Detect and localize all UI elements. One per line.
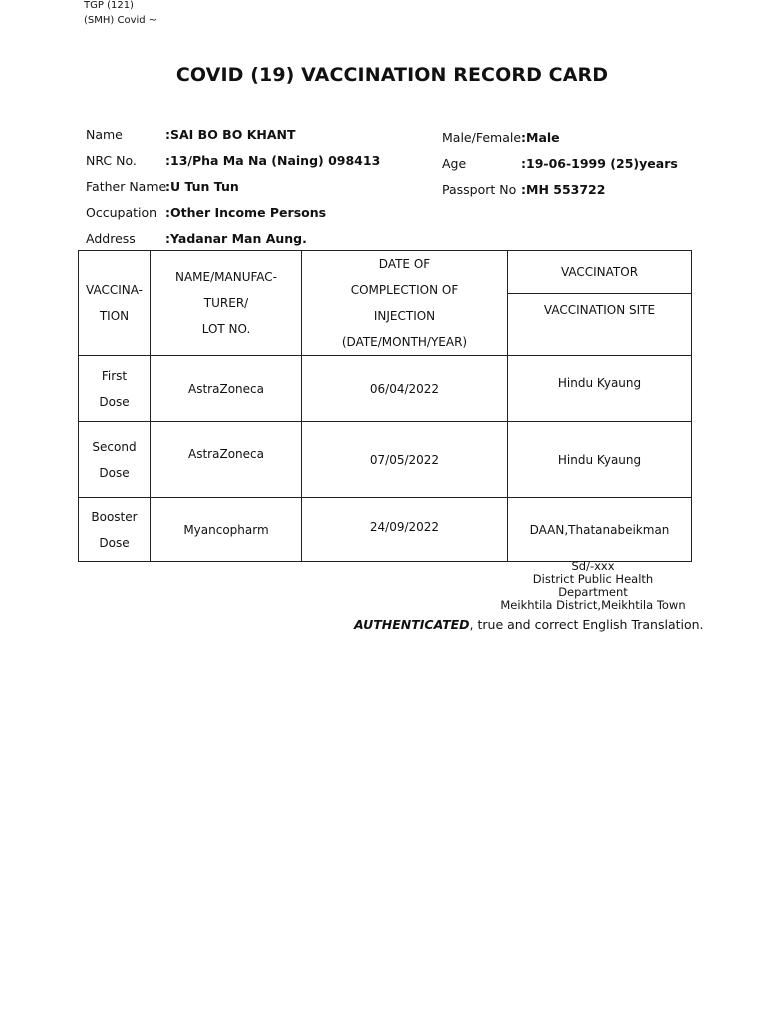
header-vaccination-line2: TION xyxy=(99,309,130,323)
header-vaccination-cell xyxy=(79,251,151,356)
page-title: COVID (19) VACCINATION RECORD CARD xyxy=(175,64,609,86)
dose-cell xyxy=(79,422,151,498)
dose-label-line2: Dose xyxy=(99,465,130,480)
header-vaccination-line1: VACCINA- xyxy=(86,283,143,297)
age-value: :19-06-1999 (25)years xyxy=(521,156,678,171)
passport-label: Passport No xyxy=(442,182,517,197)
dose-label-line1: Booster xyxy=(91,509,138,524)
header-vaccinator-cell xyxy=(508,251,692,356)
dose-label-line1: First xyxy=(101,368,128,383)
injection-date-cell: 24/09/2022 xyxy=(302,498,508,562)
nrc-value: :13/Pha Ma Na (Naing) 098413 xyxy=(165,153,381,168)
signature-office-line3: Meikhtila District,Meikhtila Town xyxy=(500,598,686,612)
father-name-label: Father Name xyxy=(86,179,167,194)
authentication-statement xyxy=(354,617,704,632)
header-vaccinator: VACCINATOR xyxy=(508,251,691,294)
vaccination-site-cell: DAAN,Thatanabeikman xyxy=(508,498,692,562)
header-name-line3: LOT NO. xyxy=(201,322,251,336)
table-row xyxy=(79,498,692,562)
header-name-cell xyxy=(151,251,302,356)
father-name-value: :U Tun Tun xyxy=(165,179,239,194)
name-value: :SAI BO BO KHANT xyxy=(165,127,296,142)
injection-date-cell: 06/04/2022 xyxy=(302,356,508,422)
injection-date-cell: 07/05/2022 xyxy=(302,422,508,498)
authenticated-word: AUTHENTICATED xyxy=(354,617,470,632)
vaccination-site-cell: Hindu Kyaung xyxy=(508,356,692,422)
signature-line: Sd/-xxx xyxy=(571,559,615,573)
table-row xyxy=(79,422,692,498)
nrc-label: NRC No. xyxy=(86,153,137,168)
dose-cell xyxy=(79,498,151,562)
passport-value: :MH 553722 xyxy=(521,182,606,197)
occupation-value: :Other Income Persons xyxy=(165,205,327,220)
header-date-line2: COMPLECTION OF xyxy=(350,283,459,297)
name-label: Name xyxy=(86,127,123,142)
dose-cell xyxy=(79,356,151,422)
address-value: :Yadanar Man Aung. xyxy=(165,231,307,246)
occupation-label: Occupation xyxy=(86,205,158,220)
header-date-line4: (DATE/MONTH/YEAR) xyxy=(341,335,468,349)
header-name-line1: NAME/MANUFAC- xyxy=(175,270,277,284)
vaccine-name-cell: AstraZoneca xyxy=(151,356,302,422)
header-vaccination-site: VACCINATION SITE xyxy=(543,303,656,317)
header-name-line2: TURER/ xyxy=(203,296,249,310)
dose-label-line1: Second xyxy=(92,439,137,454)
table-header-row xyxy=(79,251,692,356)
authentication-rest: , true and correct English Translation. xyxy=(469,617,704,632)
header-date-line3: INJECTION xyxy=(373,309,436,323)
table-row xyxy=(79,356,692,422)
age-label: Age xyxy=(442,156,467,171)
document-code-line1: TGP (121) xyxy=(84,0,134,11)
vaccine-name-cell: Myancopharm xyxy=(151,498,302,562)
signature-office-line1: District Public Health xyxy=(532,572,654,586)
signature-office-line2: Department xyxy=(558,585,628,599)
sex-value: :Male xyxy=(521,130,560,145)
dose-label-line2: Dose xyxy=(99,535,130,550)
header-date-line1: DATE OF xyxy=(378,257,431,271)
dose-label-line2: Dose xyxy=(99,394,130,409)
header-date-cell xyxy=(302,251,508,356)
vaccine-name-cell: AstraZoneca xyxy=(151,422,302,498)
address-label: Address xyxy=(86,231,136,246)
document-code-line2: (SMH) Covid ~ xyxy=(84,15,158,26)
vaccination-site-cell: Hindu Kyaung xyxy=(508,422,692,498)
vaccination-table xyxy=(78,250,692,562)
sex-label: Male/Female xyxy=(442,130,522,145)
